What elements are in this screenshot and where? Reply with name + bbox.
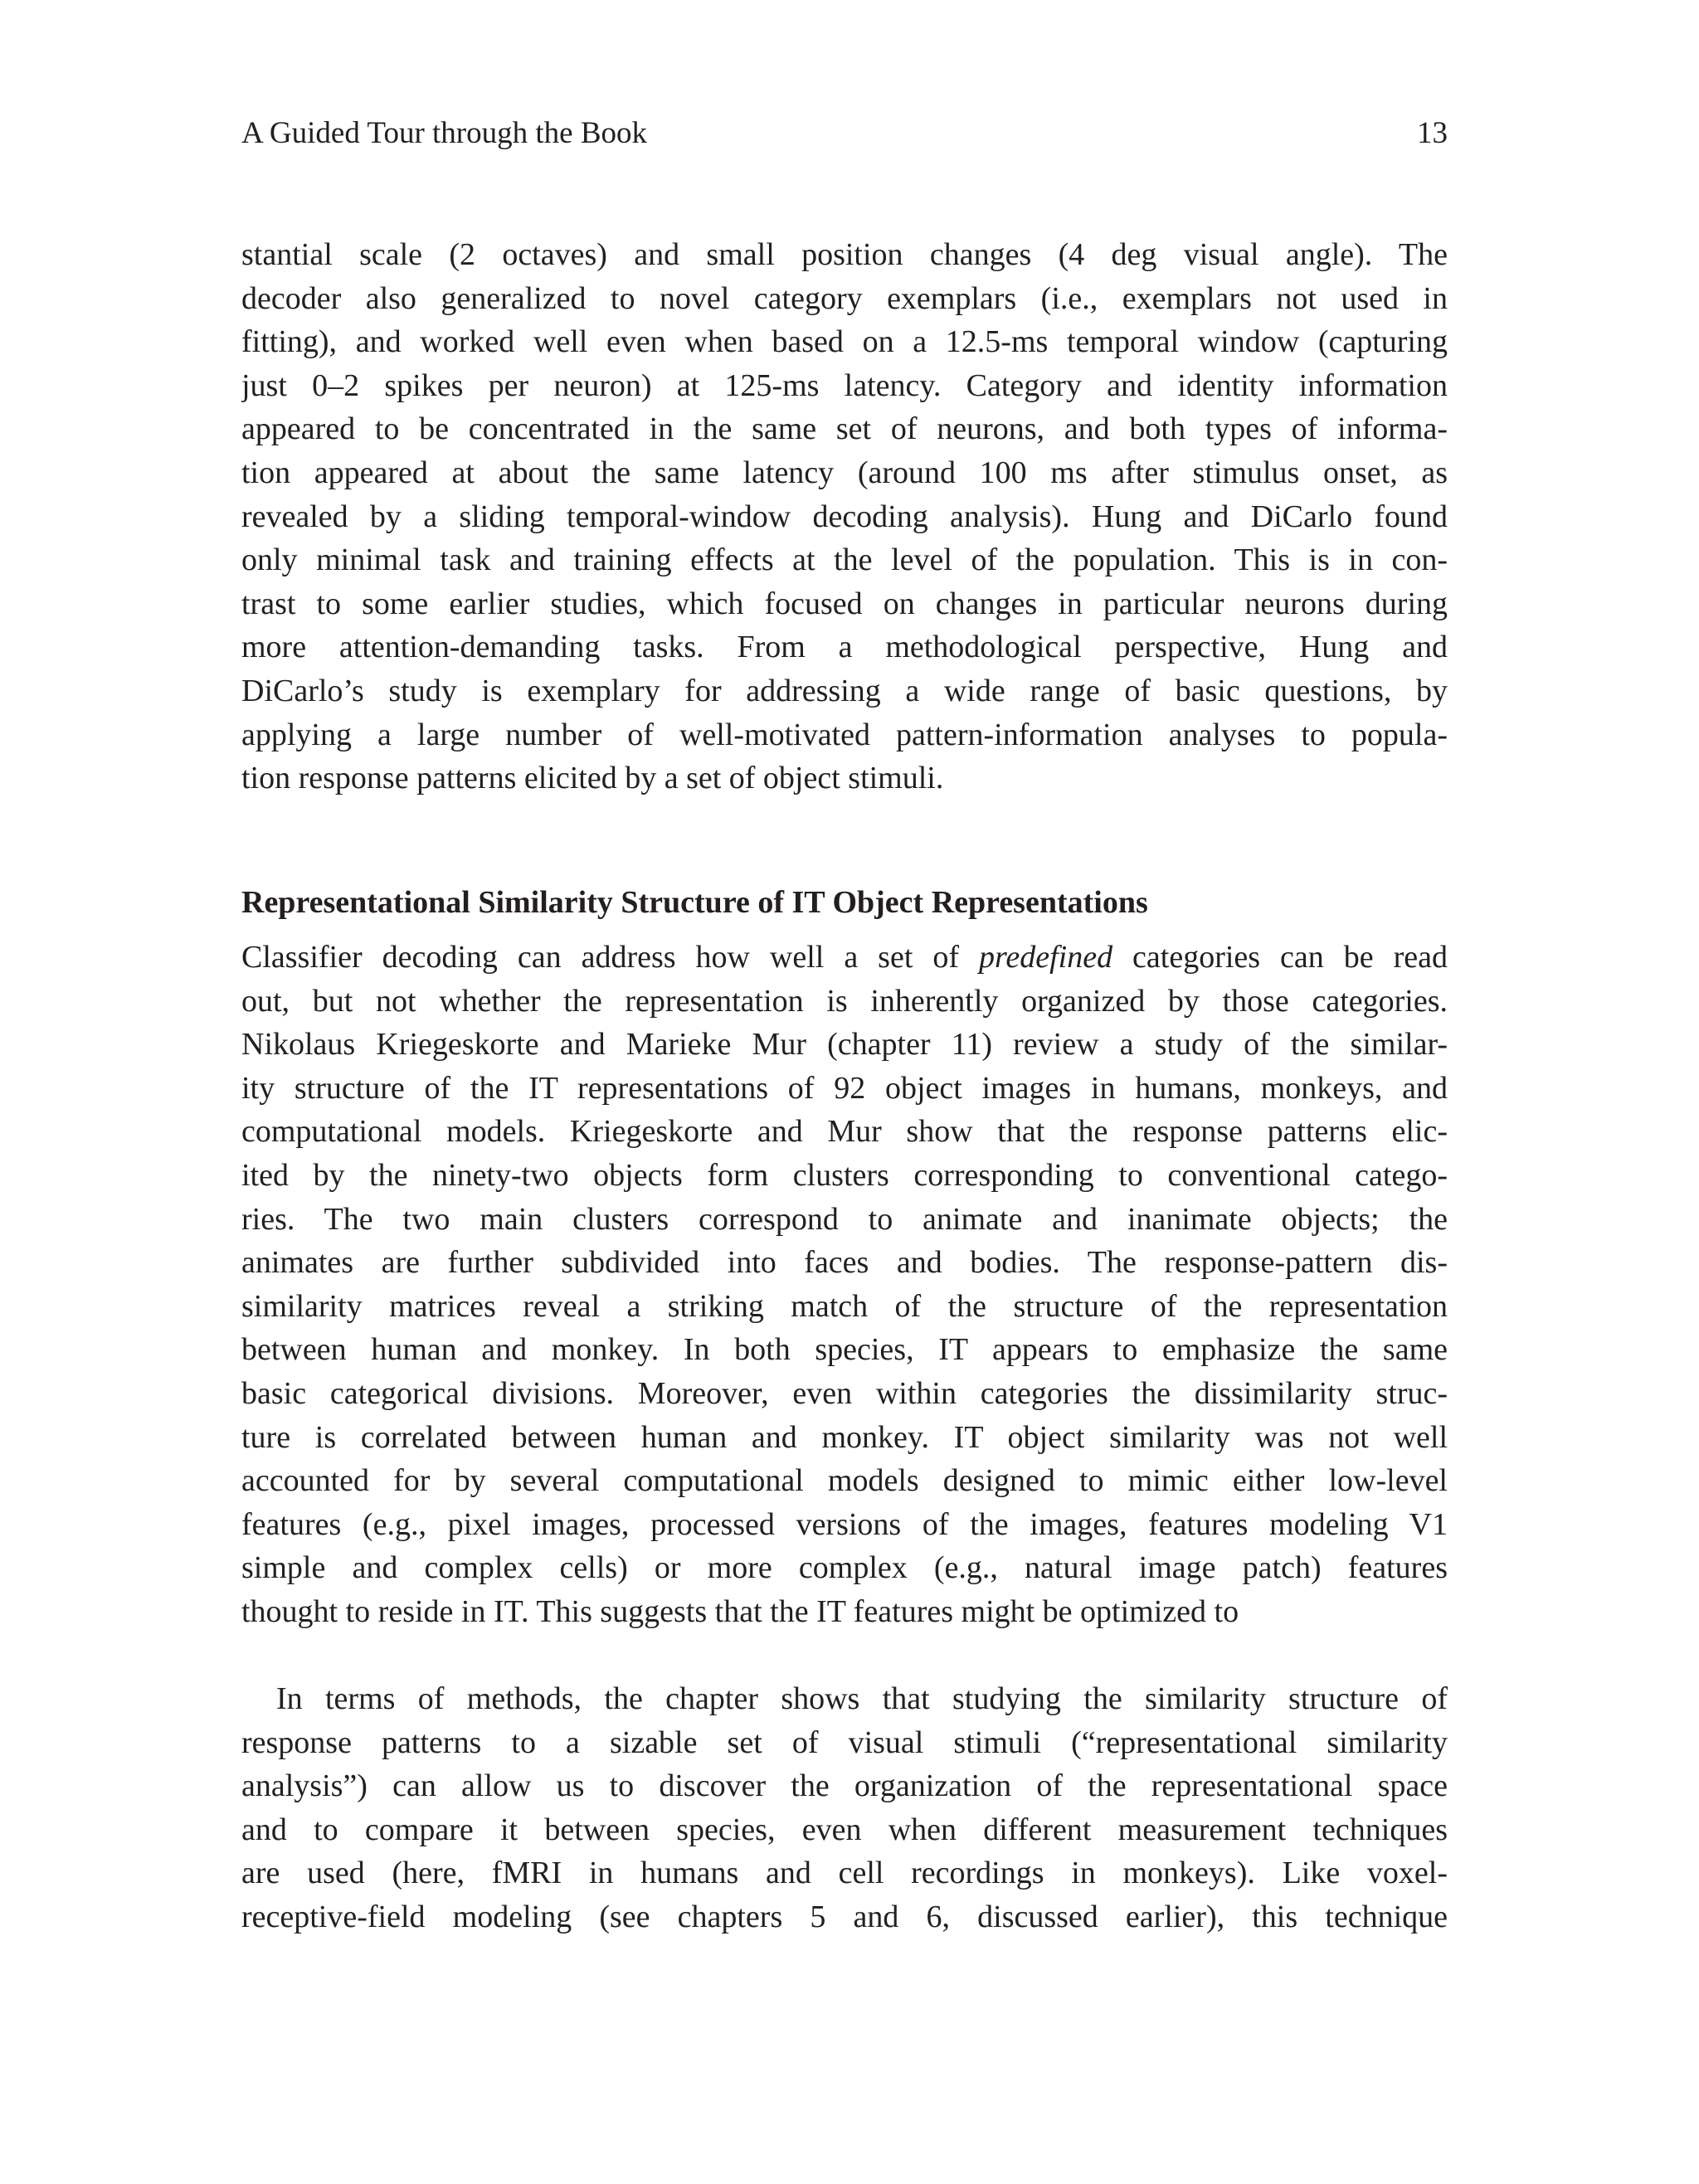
text-line: animates are further subdivided into faces and bodies. The response-pattern dis-: [241, 1245, 1448, 1281]
text-line: out, but not whether the representation is inherently organized by those categories.: [241, 983, 1448, 1019]
text-line: Nikolaus Kriegeskorte and Marieke Mur (chapter 11) review a study of the similar-: [241, 1027, 1448, 1063]
text-line: tion response patterns elicited by a set of object stimuli.: [241, 761, 944, 796]
text-segment: categories can be read: [1112, 940, 1448, 975]
text-line: basic categorical divisions. Moreover, even within categories the dissimilarity struc-: [241, 1375, 1448, 1411]
text-line: similarity matrices reveal a striking match of the structure of the representation: [241, 1288, 1448, 1324]
text-line: [241, 936, 1448, 980]
text-line: just 0–2 spikes per neuron) at 125-ms latency. Category and identity information: [241, 367, 1448, 403]
text-line: appeared to be concentrated in the same set of neurons, and both types of informa-: [241, 411, 1448, 447]
text-line: response patterns to a sizable set of visual stimuli (“representational similarity: [241, 1724, 1448, 1760]
text-line: between human and monkey. In both species, IT appears to emphasize the same: [241, 1332, 1448, 1368]
paragraph-similarity-structure: [241, 936, 1448, 1634]
text-line: ture is correlated between human and monkey. IT object similarity was not well: [241, 1419, 1448, 1455]
text-line: thought to reside in IT. This suggests that the IT features might be optimized to: [241, 1593, 1239, 1629]
text-line: computational models. Kriegeskorte and Mur show that the response patterns elic-: [241, 1114, 1448, 1150]
page-number: 13: [1417, 116, 1448, 150]
text-line: are used (here, fMRI in humans and cell recordings in monkeys). Like voxel-: [241, 1856, 1448, 1891]
text-line: and to compare it between species, even when different measurement techniques: [241, 1812, 1448, 1847]
paragraph-hung-dicarlo: [241, 233, 1448, 800]
text-line: only minimal task and training effects at the level of the population. This is in con-: [241, 542, 1448, 578]
text-line: tion appeared at about the same latency (around 100 ms after stimulus onset, as: [241, 455, 1448, 490]
text-line: trast to some earlier studies, which focused on changes in particular neurons during: [241, 586, 1448, 621]
text-line: stantial scale (2 octaves) and small position changes (4 deg visual angle). The: [241, 237, 1448, 272]
text-line: simple and complex cells) or more complex (e.g., natural image patch) features: [241, 1550, 1448, 1586]
text-line: receptive-field modeling (see chapters 5 and 6, discussed earlier), this technique: [241, 1899, 1448, 1934]
text-line: fitting), and worked well even when based on a 12.5-ms temporal window (capturing: [241, 324, 1448, 360]
running-head: [241, 114, 1448, 153]
running-head-title: A Guided Tour through the Book: [241, 116, 648, 150]
text-line: In terms of methods, the chapter shows that studying the similarity structure of: [276, 1681, 1448, 1716]
text-line: ited by the ninety-two objects form clusters corresponding to conventional catego-: [241, 1157, 1448, 1193]
italic-term: predefined: [978, 940, 1113, 975]
text-line: revealed by a sliding temporal-window decoding analysis). Hung and DiCarlo found: [241, 499, 1448, 534]
text-segment: Classifier decoding can address how well a set of: [241, 940, 979, 975]
paragraph-methods: [241, 1677, 1448, 1939]
text-line: decoder also generalized to novel category exemplars (i.e., exemplars not used in: [241, 280, 1448, 316]
section-heading: Representational Similarity Structure of IT Object Representations: [241, 884, 1148, 920]
text-line: accounted for by several computational models designed to mimic either low-level: [241, 1463, 1448, 1499]
text-line: analysis”) can allow us to discover the organization of the representational space: [241, 1768, 1448, 1804]
text-line: applying a large number of well-motivated pattern-information analyses to popula-: [241, 717, 1448, 752]
text-line: more attention-demanding tasks. From a methodological perspective, Hung and: [241, 630, 1448, 665]
text-line: ries. The two main clusters correspond to animate and inanimate objects; the: [241, 1201, 1448, 1237]
text-line: ity structure of the IT representations of 92 object images in humans, monkeys, and: [241, 1070, 1448, 1106]
text-line: features (e.g., pixel images, processed versions of the images, features modeling V1: [241, 1506, 1448, 1542]
text-line: DiCarlo’s study is exemplary for addressing a wide range of basic questions, by: [241, 673, 1448, 708]
